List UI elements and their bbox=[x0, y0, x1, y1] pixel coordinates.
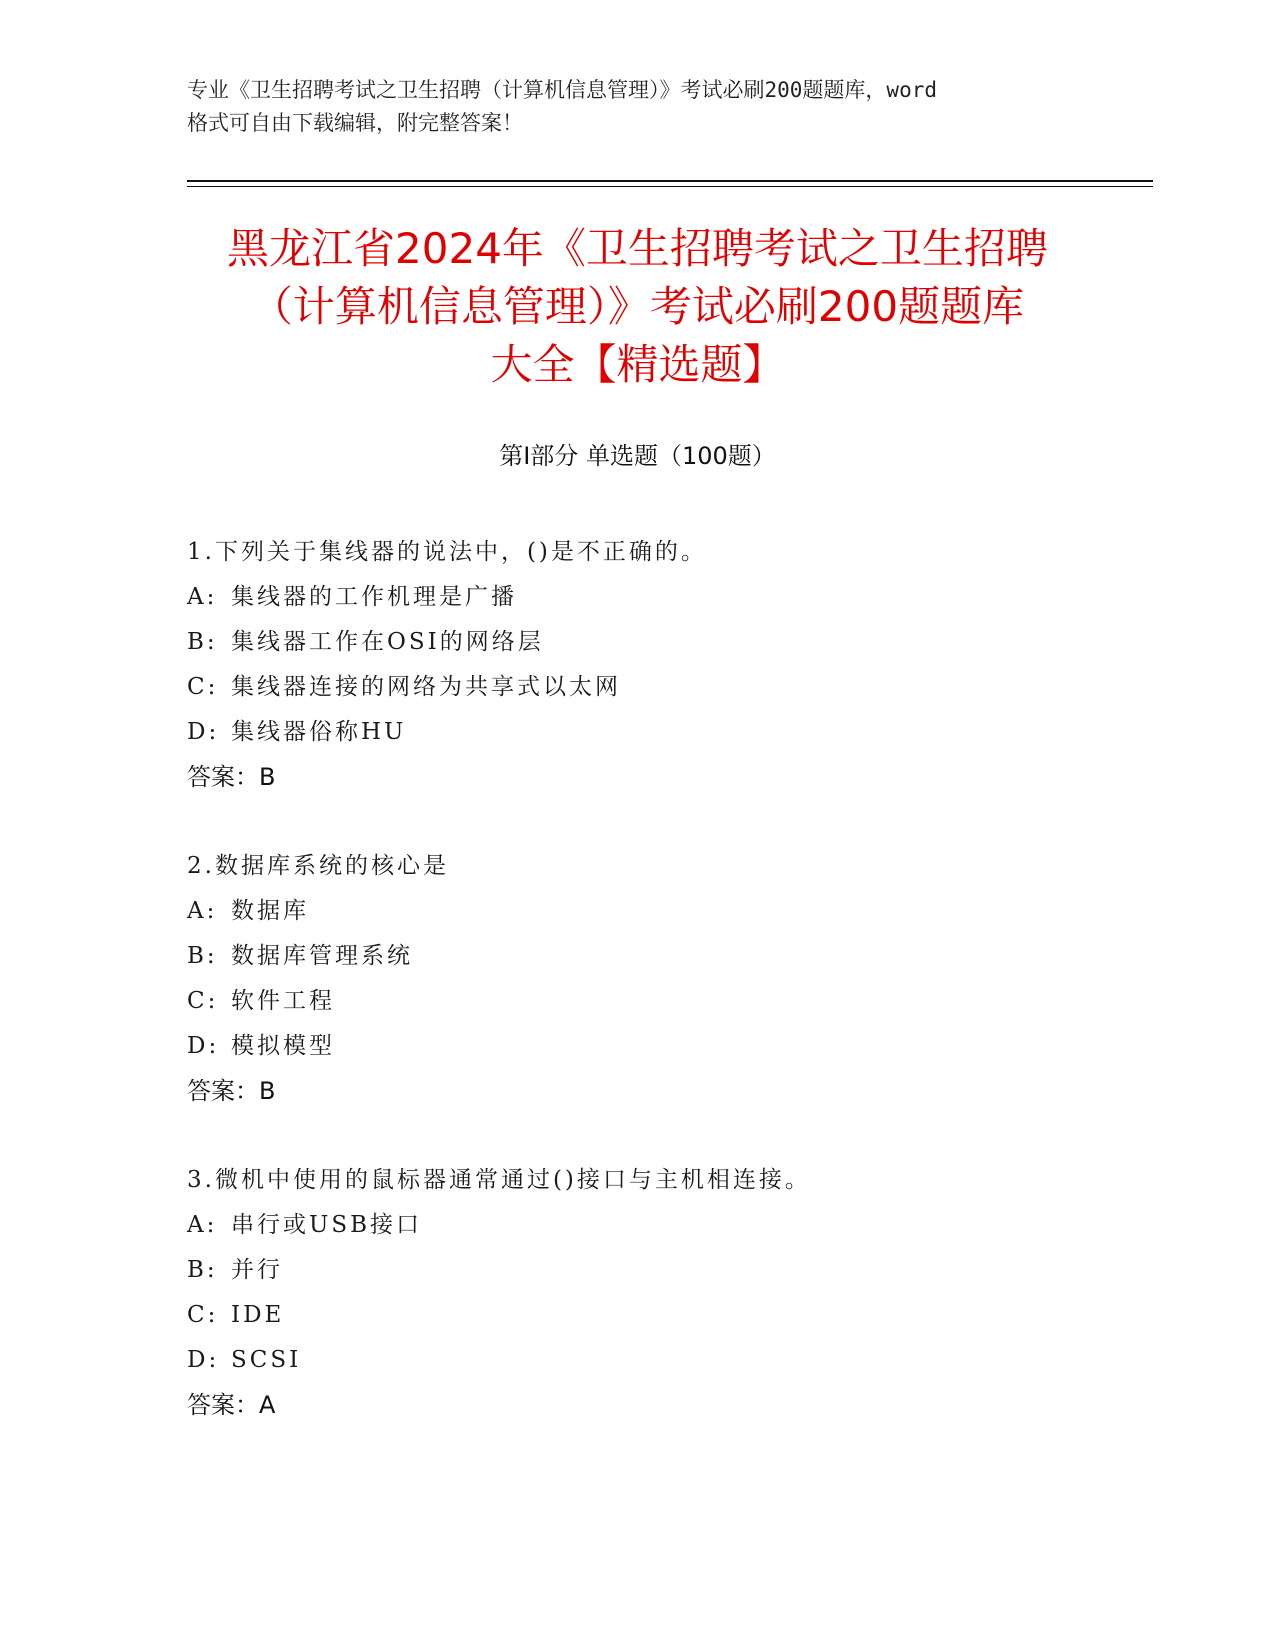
question-item bbox=[187, 530, 1147, 800]
option-letter: C: bbox=[187, 988, 219, 1014]
answer-line: 答案：B bbox=[187, 763, 276, 791]
option-d bbox=[187, 710, 1147, 755]
option-b bbox=[187, 1248, 1147, 1293]
option-letter: A: bbox=[187, 584, 218, 610]
option-letter: D: bbox=[187, 719, 220, 745]
answer-line: 答案：B bbox=[187, 1077, 276, 1105]
option-text: 数据库管理系统 bbox=[231, 943, 413, 969]
header-note-line-2: 格式可自由下载编辑，附完整答案！ bbox=[187, 111, 523, 135]
question-stem: 3.微机中使用的鼠标器通常通过()接口与主机相连接。 bbox=[187, 1167, 811, 1193]
option-c bbox=[187, 1293, 1147, 1338]
option-letter: B: bbox=[187, 1257, 218, 1283]
option-a bbox=[187, 1203, 1147, 1248]
option-c bbox=[187, 665, 1147, 710]
answer-line: 答案：A bbox=[187, 1391, 276, 1419]
option-text: 集线器连接的网络为共享式以太网 bbox=[231, 674, 621, 700]
option-text: 并行 bbox=[231, 1257, 283, 1283]
header-divider-thin bbox=[187, 186, 1153, 187]
question-item bbox=[187, 1158, 1147, 1428]
option-text: 串行或USB接口 bbox=[231, 1212, 423, 1238]
option-text: IDE bbox=[231, 1302, 285, 1328]
question-stem: 2.数据库系统的核心是 bbox=[187, 853, 449, 879]
option-text: 数据库 bbox=[231, 898, 309, 924]
option-letter: B: bbox=[187, 629, 218, 655]
document-title-line-3: 大全【精选题】 bbox=[490, 340, 785, 389]
section-heading: 第Ⅰ部分 单选题（100题） bbox=[499, 442, 776, 470]
option-text: 集线器工作在OSI的网络层 bbox=[231, 629, 544, 655]
header-note bbox=[187, 74, 1087, 140]
option-a bbox=[187, 889, 1147, 934]
option-c bbox=[187, 979, 1147, 1024]
question-list bbox=[187, 530, 1147, 1472]
option-letter: D: bbox=[187, 1347, 220, 1373]
document-title-line-2: （计算机信息管理）》考试必刷200题题库 bbox=[250, 282, 1025, 331]
option-letter: D: bbox=[187, 1033, 220, 1059]
header-divider-thick bbox=[187, 180, 1153, 182]
option-b bbox=[187, 934, 1147, 979]
option-text: SCSI bbox=[231, 1347, 302, 1373]
option-text: 软件工程 bbox=[231, 988, 335, 1014]
question-item bbox=[187, 844, 1147, 1114]
option-d bbox=[187, 1338, 1147, 1383]
question-stem: 1.下列关于集线器的说法中，()是不正确的。 bbox=[187, 539, 707, 565]
option-text: 集线器的工作机理是广播 bbox=[231, 584, 517, 610]
option-text: 模拟模型 bbox=[231, 1033, 335, 1059]
option-letter: A: bbox=[187, 898, 218, 924]
header-note-line-1: 专业《卫生招聘考试之卫生招聘（计算机信息管理）》考试必刷200题题库，word bbox=[187, 78, 937, 102]
option-letter: C: bbox=[187, 674, 219, 700]
option-letter: C: bbox=[187, 1302, 219, 1328]
option-letter: A: bbox=[187, 1212, 218, 1238]
document-title bbox=[150, 220, 1125, 394]
document-title-line-1: 黑龙江省2024年《卫生招聘考试之卫生招聘 bbox=[227, 224, 1048, 273]
option-text: 集线器俗称HU bbox=[231, 719, 407, 745]
option-b bbox=[187, 620, 1147, 665]
option-a bbox=[187, 575, 1147, 620]
option-d bbox=[187, 1024, 1147, 1069]
option-letter: B: bbox=[187, 943, 218, 969]
